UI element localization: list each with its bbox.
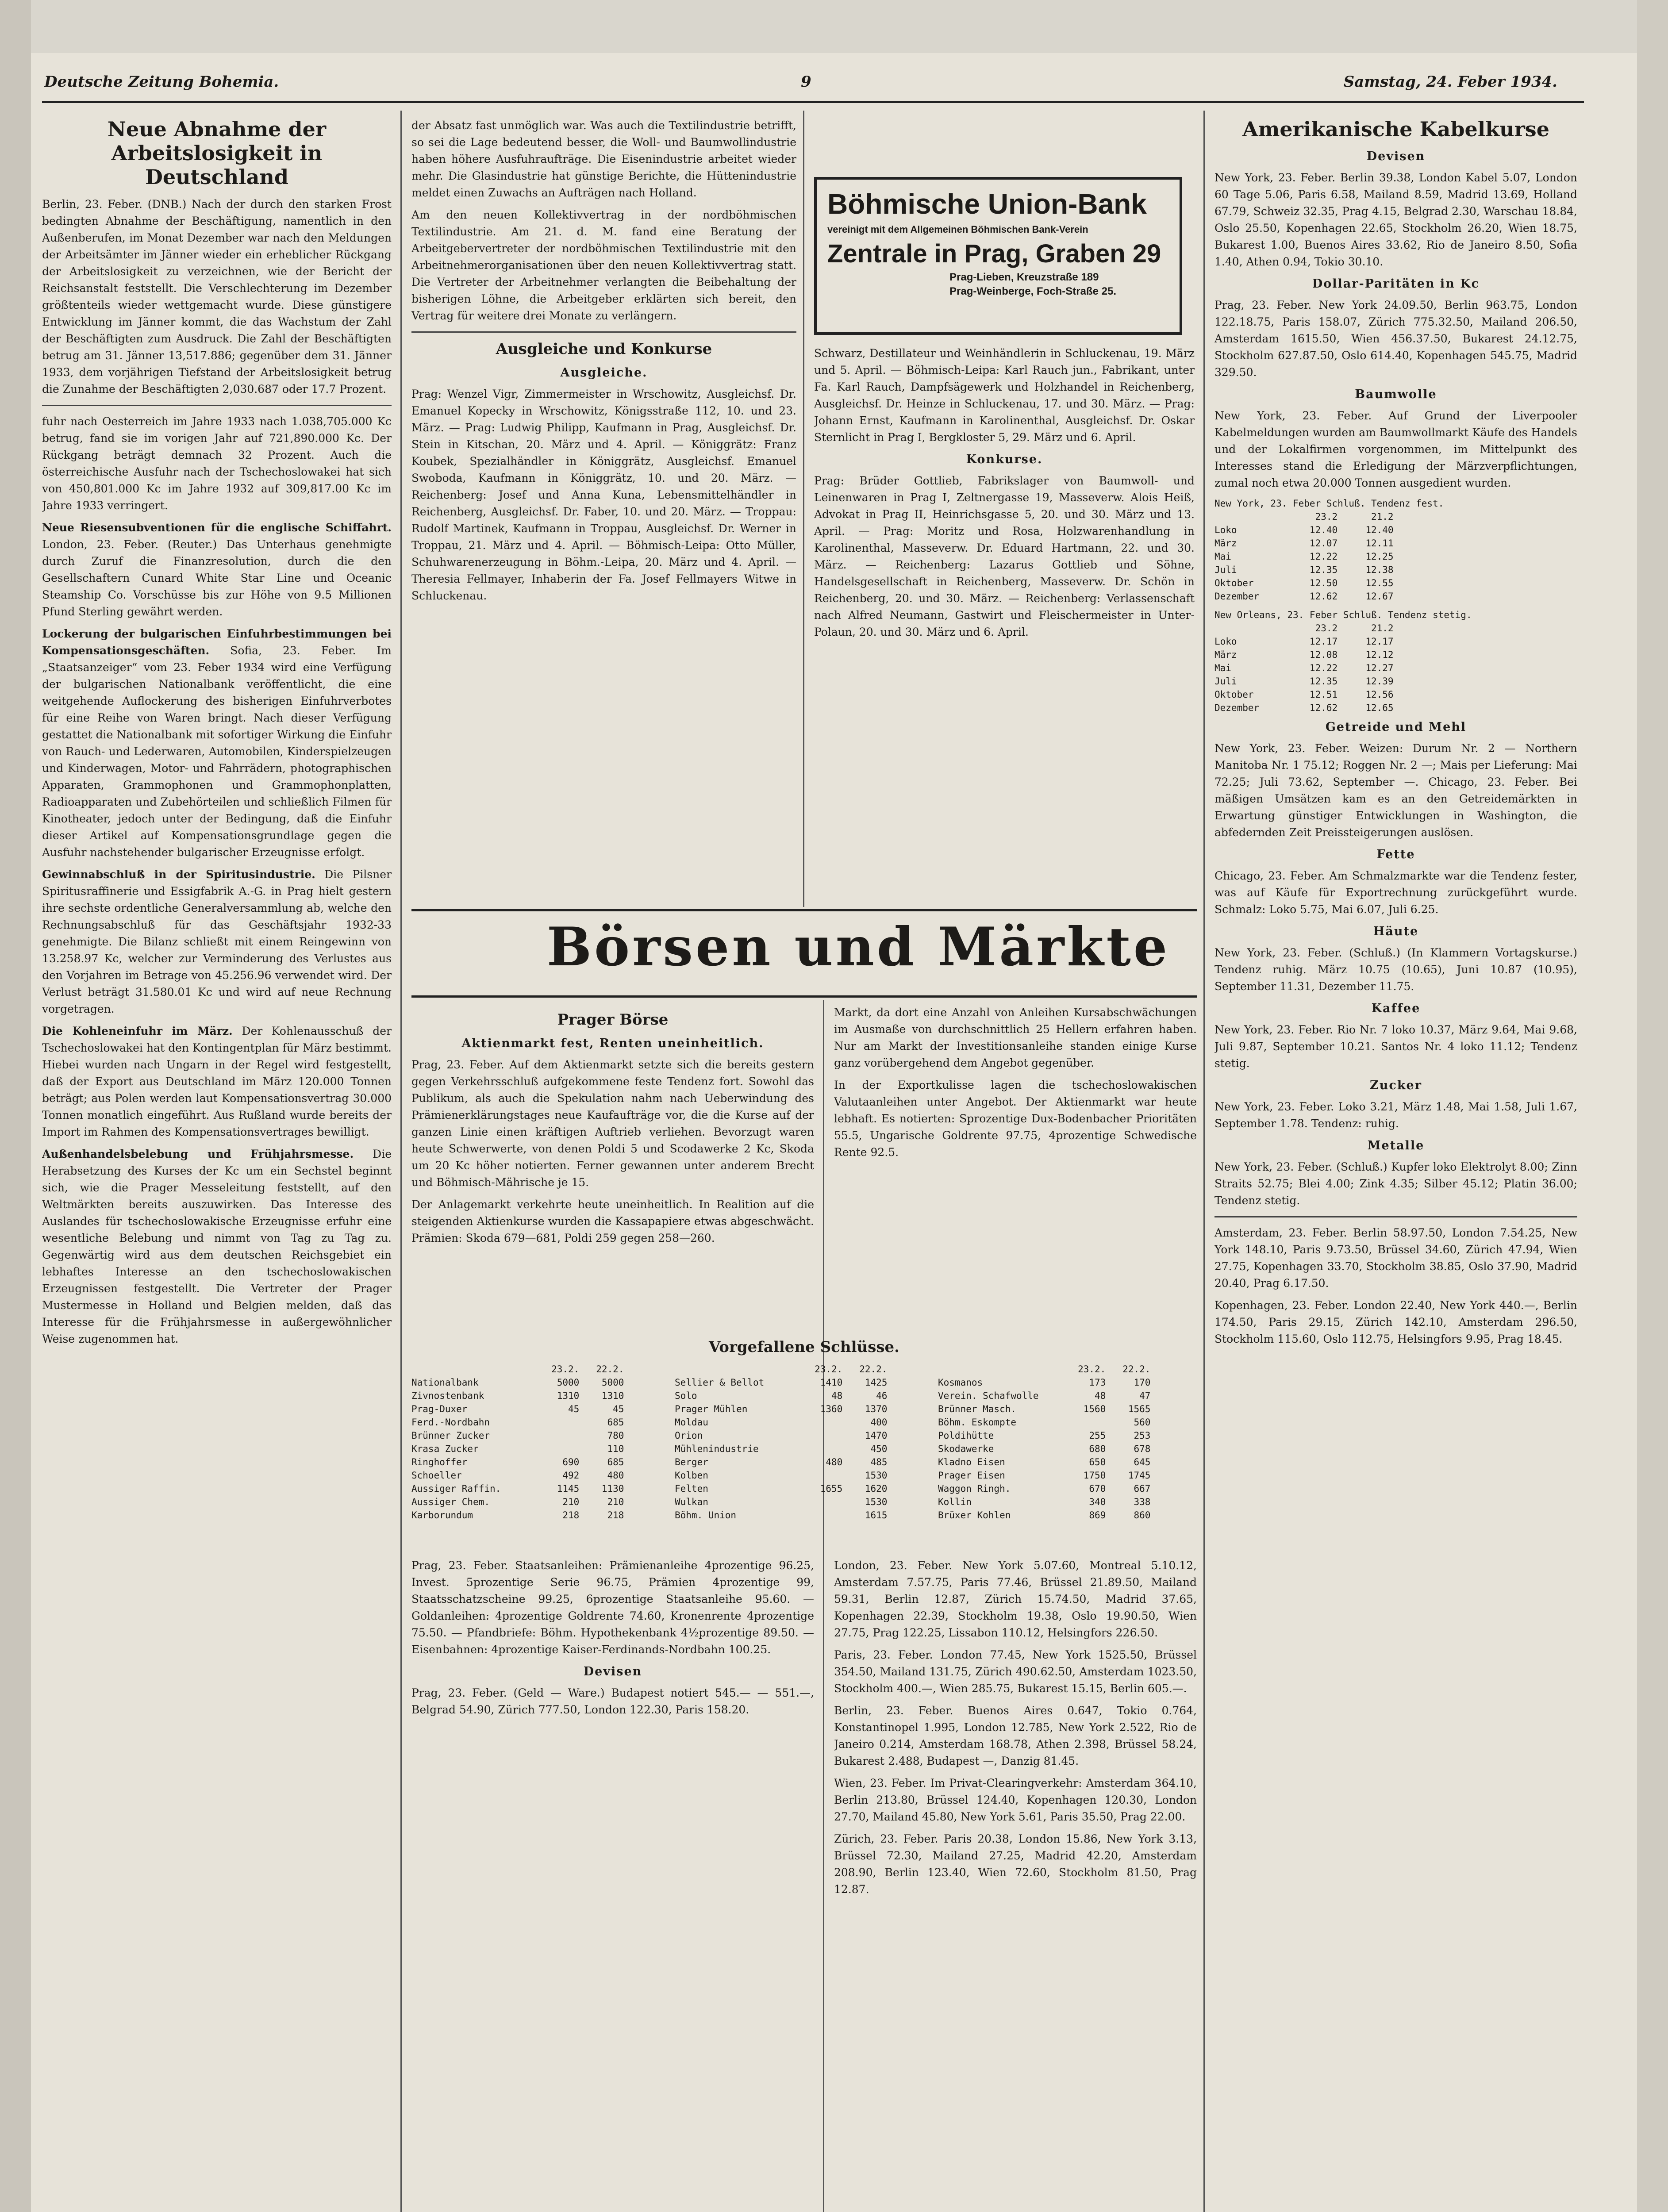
table-row: Oktober 12.51 12.56 — [1214, 689, 1394, 700]
running-head-left: Deutsche Zeitung Bohemia. — [44, 73, 279, 91]
section-subheading: Häute — [1373, 925, 1419, 938]
column-3-lower — [834, 1557, 1197, 2212]
table-header-row: 23.2 21.2 — [1214, 623, 1394, 634]
table-row: Prag-Duxer 45 45 — [411, 1404, 624, 1414]
table-row: Brünner Masch. 1560 1565 — [938, 1404, 1151, 1414]
table-row: Prager Mühlen 1360 1370 — [675, 1404, 888, 1414]
table-row: Kolben 1530 — [675, 1470, 888, 1481]
table-row: Mai 12.22 12.25 — [1214, 551, 1394, 562]
article-paragraph: New York, 23. Feber. Loko 3.21, März 1.48, Mai 1.58, Juli 1.67, September 1.78. Tendenz: ruhig. — [1214, 1100, 1577, 1130]
section-heading-ausgleiche: Ausgleiche und Konkurse — [496, 340, 712, 358]
table-row: Ringhoffer 690 685 — [411, 1457, 624, 1467]
table-row: Brüxer Kohlen 869 860 — [938, 1510, 1151, 1521]
table-row: Dezember 12.62 12.67 — [1214, 591, 1394, 602]
ad-branch: Prag-Weinberge, Foch-Straße 25. — [949, 285, 1116, 297]
article-paragraph: Prag: Wenzel Vigr, Zimmermeister in Wrschowitz, Ausgleichsf. Dr. Emanuel Kopecky in Wrschowitz, Königsstraße 112, 10. und 23. März. — Prag: Ludwig Philipp, Kaufmann in Prag, Ausgleichsf. Dr. Stein in Kitschan, 20. März und 4. April. — Königgrätz: Franz Koubek, Spezialhändler in Königgrätz, Ausgleichsf. Emanuel Swoboda, Kaufmann in Königgrätz, 10. und 20. März. — Reichenberg: Josef und Anna Kuna, Lebensmittelhändler in Reichenberg, Ausgleichsf. Dr. Faber, 10. und 20. März. — Troppau: Rudolf Martinek, Kaufmann in Troppau, Ausgleichsf. Dr. Werner in Troppau, 21. März und 4. April. — Böhmisch-Leipa: Otto Müller, Schuhwarenerzeugung in Böhm.-Leipa, 20. März und 4. April. — Theresia Fellmayer, Inhaberin der Fa. Josef Fellmayers Witwe in Schluckenau. — [411, 388, 796, 602]
table-row: Aussiger Chem. 210 210 — [411, 1497, 624, 1507]
divider — [1214, 1216, 1577, 1217]
article-paragraph: Chicago, 23. Feber. Am Schmalzmarkte war die Tendenz fester, was auf Käufe für Exportrechnung zurückgeführt wurde. Schmalz: Loko 5.75, Mai 6.07, Juli 6.25. — [1214, 869, 1577, 916]
section-subheading: Kaffee — [1371, 1002, 1421, 1015]
table-row: Juli 12.35 12.38 — [1214, 565, 1394, 575]
futures-table-newyork — [1214, 497, 1577, 603]
schluesse-table-3 — [938, 1363, 1199, 1522]
article-paragraph: Wien, 23. Feber. Im Privat-Clearingverkehr: Amsterdam 364.10, Berlin 213.80, Brüssel 124.40, Kopenhagen 120.30, London 27.70, Mailand 45.80, New York 5.61, Paris 35.50, Prag 22.00. — [834, 1777, 1197, 1823]
table-row: Loko 12.40 12.40 — [1214, 525, 1394, 535]
section-title-boersen: Börsen und Märkte — [546, 916, 1170, 978]
divider — [42, 405, 392, 406]
table-row: Orion 1470 — [675, 1430, 888, 1441]
table-row: März 12.08 12.12 — [1214, 649, 1394, 660]
column-rule — [803, 111, 804, 907]
column-1 — [42, 117, 392, 2212]
table-row: Prager Eisen 1750 1745 — [938, 1470, 1151, 1481]
article-paragraph: New York, 23. Feber. Berlin 39.38, London Kabel 5.07, London 60 Tage 5.06, Paris 6.58, Mailand 8.59, Madrid 13.69, Holland 67.79, Schweiz 32.35, Prag 4.15, Belgrad 2.30, Warschau 18.84, Oslo 25.50, Kopenhagen 22.65, Stockholm 26.20, Wien 18.75, Bukarest 1.00, Buenos Aires 33.62, Rio de Janeiro 8.50, Sofia 1.40, Athen 0.94, Tokio 30.10. — [1214, 171, 1577, 268]
article-paragraph: Schwarz, Destillateur und Weinhändlerin in Schluckenau, 19. März und 5. April. — Böhmisch-Leipa: Karl Rauch jun., Fabrikant, unter Fa. Karl Rauch, Dampfsägewerk und Holzhandel in Reichenberg, Ausgleichsf. Dr. Heinze in Schluckenau, 17. und 30. März. — Prag: Johann Ernst, Kaufmann in Karolinenthal, Ausgleichsf. Dr. Oskar Sternlicht in Prag I, Bergkloster 5, 29. März und 6. April. — [814, 347, 1195, 444]
ad-subline: vereinigt mit dem Allgemeinen Böhmischen Bank-Verein — [827, 224, 1088, 235]
article-paragraph: fuhr nach Oesterreich im Jahre 1933 nach 1.038,705.000 Kc betrug, fand sie im vorigen Jahr auf 721,890.000 Kc. Der Rückgang beträgt demnach 32 Prozent. Auch die österreichische Ausfuhr nach der Tschechoslowakei hat sich von 450,801.000 Kc im Jahre 1932 auf 309,817.00 Kc im Jahre 1933 verringert. — [42, 415, 392, 512]
section-subheading: Fette — [1376, 848, 1415, 861]
table-row: Juli 12.35 12.39 — [1214, 676, 1394, 687]
table-row: Krasa Zucker 110 — [411, 1444, 624, 1454]
article-paragraph: London, 23. Feber. (Reuter.) Das Unterhaus genehmigte durch Zuruf die Finanzresolution, durch die den Gesellschaftern Cunard White Star Line und Oceanic Steamship Co. Vorschüsse bis zur Höhe von 9.5 Millionen Pfund Sterling gewährt werden. — [42, 538, 392, 618]
article-paragraph: Zürich, 23. Feber. Paris 20.38, London 15.86, New York 3.13, Brüssel 72.30, Mailand 27.25, Madrid 42.20, Amsterdam 208.90, Berlin 123.40, Wien 72.60, Stockholm 81.50, Prag 12.87. — [834, 1832, 1197, 1896]
table-title: New York, 23. Feber Schluß. Tendenz fest. — [1214, 498, 1444, 509]
section-subheading: Zucker — [1370, 1079, 1422, 1092]
table-row: Felten 1655 1620 — [675, 1483, 888, 1494]
bank-advertisement — [814, 177, 1182, 335]
table-heading-schluesse: Vorgefallene Schlüsse. — [709, 1338, 899, 1356]
table-row: Oktober 12.50 12.55 — [1214, 578, 1394, 588]
table-row: Skodawerke 680 678 — [938, 1444, 1151, 1454]
section-rule — [411, 995, 1197, 998]
article-paragraph: Kopenhagen, 23. Feber. London 22.40, New York 440.—, Berlin 174.50, Paris 29.15, Zürich 142.10, Amsterdam 296.50, Stockholm 115.60, Oslo 112.75, Helsingfors 9.95, Prag 18.45. — [1214, 1299, 1577, 1345]
article-paragraph: Prag, 23. Feber. (Geld — Ware.) Budapest notiert 545.— — 551.—, Belgrad 54.90, Zürich 777.50, London 122.30, Paris 158.20. — [411, 1686, 814, 1716]
column-rule — [823, 1000, 824, 2212]
futures-table-neworleans — [1214, 608, 1577, 714]
article-subheading: Außenhandelsbelebung und Frühjahrsmesse. — [42, 1148, 354, 1160]
ad-bank-name: Böhmische Union-Bank — [827, 188, 1147, 220]
section-subheading: Aktienmarkt fest, Renten uneinheitlich. — [461, 1037, 764, 1050]
article-paragraph: New York, 23. Feber. (Schluß.) Kupfer loko Elektrolyt 8.00; Zinn Straits 52.75; Blei 4.00; Zink 4.35; Silber 45.12; Platin 36.00; Tendenz stetig. — [1214, 1160, 1577, 1207]
article-subheading: Die Kohleneinfuhr im März. — [42, 1025, 233, 1037]
column-rule — [1203, 111, 1205, 2212]
header-rule — [42, 101, 1584, 103]
section-heading-prager-boerse: Prager Börse — [557, 1011, 669, 1029]
table-row: Verein. Schafwolle 48 47 — [938, 1390, 1151, 1401]
column-3-top — [814, 345, 1195, 902]
table-row: Böhm. Eskompte 560 — [938, 1417, 1151, 1428]
table-row: Moldau 400 — [675, 1417, 888, 1428]
ad-headquarters: Zentrale in Prag, Graben 29 — [827, 239, 1161, 268]
article-paragraph: Prag, 23. Feber. Auf dem Aktienmarkt setzte sich die bereits gestern gegen Verkehrsschluß aufgekommene feste Tendenz fort. Sowohl das Publikum, als auch die Spekulation nahm nach Ueberwindung des Prämienerklärungstages neue Kaufaufträge vor, die die Kurse auf der ganzen Linie einen kräftigen Auftrieb verliehen. Bevorzugt waren heute Schwerwerte, von denen Poldi 5 und Scodawerke 2 Kc, Skoda um 20 Kc höher notierten. Ferner gewannen unter anderem Brecht und Böhmisch-Mährische je 15. — [411, 1058, 814, 1189]
article-paragraph: Prag, 23. Feber. New York 24.09.50, Berlin 963.75, London 122.18.75, Paris 158.07, Zürich 775.32.50, Mailand 206.50, Amsterdam 1615.50, Wien 456.37.50, Bukarest 24.12.75, Stockholm 627.87.50, Oslo 614.40, Kopenhagen 545.75, Madrid 329.50. — [1214, 299, 1577, 379]
table-row: Böhm. Union 1615 — [675, 1510, 888, 1521]
article-paragraph: Die Herabsetzung des Kurses der Kc um ein Sechstel beginnt sich, wie die Prager Messeleitung feststellt, auf den Weltmärkten bereits auszuwirken. Das Interesse des Auslandes für tschechoslowakische Erzeugnisse erfuhr eine wesentliche Belebung und nimmt von Tag zu Tag zu. Gegenwärtig wird aus dem deutschen Reichsgebiet ein lebhaftes Interesse an den tschechoslowakischen Erzeugnissen festgestellt. Die Vertreter der Prager Mustermesse in Holland und Belgien melden, daß das Interesse für die Frühjahrsmesse in außergewöhnlicher Weise zugenommen hat. — [42, 1148, 392, 1345]
section-rule — [411, 909, 1197, 911]
section-subheading: Devisen — [1366, 150, 1426, 163]
article-paragraph: New York, 23. Feber. Auf Grund der Liverpooler Kabelmeldungen wurden am Baumwollmarkt Käufe des Handels und der Lokalfirmen vorgenommen, im Mittelpunkt des Interesses stand die Erledigung der Märzverpflichtungen, zumal noch etwa 20.000 Tonnen ausgedient wurden. — [1214, 409, 1577, 489]
column-3-bottom — [834, 1004, 1197, 1323]
table-row: Nationalbank 5000 5000 — [411, 1377, 624, 1388]
table-row: Kosmanos 173 170 — [938, 1377, 1151, 1388]
table-row: Brünner Zucker 780 — [411, 1430, 624, 1441]
table-row: Ferd.-Nordbahn 685 — [411, 1417, 624, 1428]
table-row: März 12.07 12.11 — [1214, 538, 1394, 549]
article-subheading: Neue Riesensubventionen für die englische Schiffahrt. — [42, 521, 392, 534]
table-row: Aussiger Raffin. 1145 1130 — [411, 1483, 624, 1494]
article-paragraph: New York, 23. Feber. (Schluß.) (In Klammern Vortagskurse.) Tendenz ruhig. März 10.75 (10.65), Juni 10.87 (10.95), September 11.31, Dezember 11.75. — [1214, 946, 1577, 993]
column-2-top — [411, 117, 796, 900]
table-row: Kollin 340 338 — [938, 1497, 1151, 1507]
table-row: Loko 12.17 12.17 — [1214, 636, 1394, 647]
article-paragraph: New York, 23. Feber. Rio Nr. 7 loko 10.37, März 9.64, Mai 9.68, Juli 9.87, September 10.21. Santos Nr. 4 loko 11.12; Tendenz stetig. — [1214, 1023, 1577, 1070]
article-paragraph: Prag, 23. Feber. Staatsanleihen: Prämienanleihe 4prozentige 96.25, Invest. 5prozentige Serie 96.75, Prämien 4prozentige 99, Staatsschatzscheine 99.25, 6prozentige Staatsanleihe 95.60. — Goldanleihen: 4prozentige Goldrente 74.60, Kronenrente 4prozentige 75.50. — Pfandbriefe: Böhm. Hypothekenbank 4½prozentige 89.50. — Eisenbahnen: 4prozentige Kaiser-Ferdinands-Nordbahn 100.25. — [411, 1559, 814, 1656]
article-paragraph: London, 23. Feber. New York 5.07.60, Montreal 5.10.12, Amsterdam 7.57.75, Paris 77.46, Brüssel 21.89.50, Mailand 59.31, Berlin 12.87, Zürich 15.74.50, Madrid 37.65, Kopenhagen 22.39, Stockholm 19.38, Oslo 19.90.50, Wien 27.75, Prag 122.25, Lissabon 110.12, Helsingfors 226.50. — [834, 1559, 1197, 1639]
article-paragraph: Berlin, 23. Feber. Buenos Aires 0.647, Tokio 0.764, Konstantinopel 1.995, London 12.785, New York 2.522, Rio de Janeiro 0.214, Amsterdam 168.78, Athen 2.398, Brüssel 58.24, Bukarest 2.488, Budapest —, Danzig 81.45. — [834, 1704, 1197, 1767]
article-paragraph: der Absatz fast unmöglich war. Was auch die Textilindustrie betrifft, so sei die Lage bedeutend besser, die Woll- und Baumwollindustrie haben höhere Ausfuhraufträge. Die Eisenindustrie arbeitet wieder mehr. Die Glasindustrie hat günstige Berichte, die Hüttenindustrie meldet einen Zuwachs an Aufträgen nach Holland. — [411, 119, 796, 199]
section-subheading: Ausgleiche. — [560, 366, 648, 380]
section-subheading: Devisen — [583, 1665, 642, 1678]
table-row: Mai 12.22 12.27 — [1214, 663, 1394, 673]
article-paragraph: New York, 23. Feber. Weizen: Durum Nr. 2 — Northern Manitoba Nr. 1 75.12; Roggen Nr. 2 —; Mais per Lieferung: Mai 72.25; Juli 73.62, September —. Chicago, 23. Feber. Bei mäßigen Umsätzen kam es an den Getreidemärkten in Erwartung günstiger Entwicklungen in Washington, die abfedernden Zeit Preissteigerungen auslösen. — [1214, 742, 1577, 839]
article-paragraph: Prag: Brüder Gottlieb, Fabrikslager von Baumwoll- und Leinenwaren in Prag I, Zeltnergasse 19, Masseverw. Alois Heiß, Advokat in Prag II, Heinrichsgasse 5, 20. und 30. März und 13. April. — Prag: Moritz und Rosa, Holzwarenhandlung in Karolinenthal, Masseverw. Dr. Eduard Hartmann, 22. und 30. März. — Reichenberg: Lazarus Gottlieb und Söhne, Handelsgesellschaft in Reichenberg, Masseverw. Dr. Schön in Reichenberg, 20. und 30. März. — Reichenberg: Verlassenschaft nach Alfred Neumann, Gastwirt und Fleischermeister in Unter-Polaun, 20. und 30. März und 6. April. — [814, 474, 1195, 638]
article-paragraph: Die Pilsner Spiritusraffinerie und Essigfabrik A.-G. in Prag hielt gestern ihre sechste ordentliche Generalversammlung ab, welche den Rechnungsabschluß für das Geschäftsjahr 1932-33 genehmigte. Die Bilanz schließt mit einem Reingewinn von 13.258.97 Kc, welcher zur Verminderung des Verlustes aus den Vorjahren im Betrage von 45.256.96 verwendet wird. Der Verlust beträgt 31.580.01 Kc und wird auf neue Rechnung vorgetragen. — [42, 868, 392, 1015]
scan-edge-right — [1637, 0, 1668, 2212]
section-subheading: Konkurse. — [966, 453, 1043, 466]
page-number: 9 — [801, 73, 811, 91]
running-head-date: Samstag, 24. Feber 1934. — [1343, 73, 1557, 91]
table-row: Berger 480 485 — [675, 1457, 888, 1467]
divider — [411, 331, 796, 333]
section-subheading: Baumwolle — [1355, 388, 1437, 401]
table-row: Poldihütte 255 253 — [938, 1430, 1151, 1441]
article-headline: Amerikanische Kabelkurse — [1242, 117, 1549, 141]
table-title: New Orleans, 23. Feber Schluß. Tendenz stetig. — [1214, 610, 1472, 620]
article-paragraph: Der Anlagemarkt verkehrte heute uneinheitlich. In Realition auf die steigenden Aktienkurse wurden die Kassapapiere etwas abgeschwächt. Prämien: Skoda 679—681, Poldi 259 gegen 258—260. — [411, 1198, 814, 1244]
ad-branch: Prag-Lieben, Kreuzstraße 189 — [949, 271, 1099, 283]
schluesse-table-1 — [411, 1363, 673, 1522]
table-header-row: 23.2 21.2 — [1214, 511, 1394, 522]
table-body — [1214, 622, 1577, 714]
table-row: Wulkan 1530 — [675, 1497, 888, 1507]
article-subheading: Lockerung der bulgarischen Einfuhrbestimmungen bei Kompensationsgeschäften. — [42, 627, 392, 657]
section-subheading: Dollar-Paritäten in Kc — [1312, 277, 1480, 291]
article-paragraph: Sofia, 23. Feber. Im „Staatsanzeiger“ vom 23. Feber 1934 wird eine Verfügung der bulgarischen Nationalbank veröffentlicht, die eine weitgehende Auflockerung des bisherigen Einfuhrverbotes für eine Reihe von Waren bringt. Nach dieser Verfügung gestattet die Nationalbank mit sofortiger Wirkung die Einfuhr von Rauch- und Lederwaren, Automobilen, Kinderspielzeugen und Kinderwagen, Motor- und Fahrrädern, photographischen Apparaten, Grammophonen und Grammophonplatten, Radioapparaten und Zubehörteilen und schließlich Filmen für Kinotheater, jedoch unter der Bedingung, daß die Einfuhr dieser Artikel auf Kompensationsgrundlage gegen die Ausfuhr nachstehender bulgarischer Erzeugnisse erfolgt. — [42, 644, 392, 859]
table-body — [1214, 510, 1577, 603]
schluesse-table-2 — [675, 1363, 936, 1522]
article-paragraph: In der Exportkulisse lagen die tschechoslowakischen Valutaanleihen unter Angebot. Der Aktienmarkt war heute lebhaft. Es notierten: Sprozentige Dux-Bodenbacher Prioritäten 55.5, Ungarische Goldrente 97.75, 4prozentige Schwedische Rente 92.5. — [834, 1079, 1197, 1159]
table-row: Kladno Eisen 650 645 — [938, 1457, 1151, 1467]
table-row: Solo 48 46 — [675, 1390, 888, 1401]
table-row: Dezember 12.62 12.65 — [1214, 703, 1394, 713]
article-paragraph: Der Kohlenausschuß der Tschechoslowakei hat den Kontingentplan für März bestimmt. Hiebei wurden nach Ungarn in der Regel wird festgestellt, daß der Export aus Deutschland im März 120.000 Tonnen beträgt; aus Polen werden laut Kompensationsvertrag 30.000 Tonnen monatlich eingeführt. Aus Rußland wurde bereits der Import im Rahmen des Kompensationsvertrages bewilligt. — [42, 1025, 392, 1138]
table-row: Mühlenindustrie 450 — [675, 1444, 888, 1454]
section-subheading: Getreide und Mehl — [1325, 720, 1467, 734]
table-row: Schoeller 492 480 — [411, 1470, 624, 1481]
section-subheading: Metalle — [1367, 1139, 1425, 1152]
column-rule — [400, 111, 402, 2212]
article-paragraph: Berlin, 23. Feber. (DNB.) Nach der durch den starken Frost bedingten Abnahme der Beschäftigung, namentlich in den Außenberufen, im Monat Dezember war nach den Meldungen der Arbeitsämter im Jänner wieder ein erheblicher Rückgang der Arbeitslosigkeit zu verzeichnen, wie der Bericht der Reichsanstalt feststellt. Die Verschlechterung im Dezember größtenteils wieder wettgemacht wurde. Diese günstigere Entwicklung im Jänner kommt, die das Wachstum der Zahl der Beschäftigten zum Ausdruck. Die Zahl der Beschäftigten betrug am 31. Jänner 13,517.886; gegenüber dem 31. Jänner 1933, dem vorjährigen Tiefstand der Arbeitslosigkeit betrug die Zunahme der Beschäftigten 2,030.687 oder 17.7 Prozent. — [42, 198, 392, 396]
table-row: Karborundum 218 218 — [411, 1510, 624, 1521]
scan-edge-left — [0, 0, 31, 2212]
article-paragraph: Paris, 23. Feber. London 77.45, New York 1525.50, Brüssel 354.50, Mailand 131.75, Zürich 490.62.50, Amsterdam 1023.50, Stockholm 400.—, Wien 285.75, Bukarest 15.15, Berlin 605.—. — [834, 1648, 1197, 1695]
table-row: Waggon Ringh. 670 667 — [938, 1483, 1151, 1494]
column-2-bottom — [411, 1004, 814, 1323]
column-4 — [1214, 117, 1577, 2212]
table-row: Zivnostenbank 1310 1310 — [411, 1390, 624, 1401]
article-paragraph: Amsterdam, 23. Feber. Berlin 58.97.50, London 7.54.25, New York 148.10, Paris 9.73.50, Brüssel 34.60, Zürich 47.94, Wien 27.75, Kopenhagen 33.70, Stockholm 38.85, Oslo 37.90, Madrid 20.40, Prag 6.17.50. — [1214, 1226, 1577, 1290]
article-subheading: Gewinnabschluß in der Spiritusindustrie. — [42, 868, 315, 881]
table-header-row: 23.2. 22.2. — [938, 1364, 1151, 1375]
table-header-row: 23.2. 22.2. — [411, 1364, 624, 1375]
article-paragraph: Am den neuen Kollektivvertrag in der nordböhmischen Textilindustrie. Am 21. d. M. fand eine Beratung der Arbeitgebervertreter der nordböhmischen Textilindustrie mit den Arbeitnehmerorganisationen über den neuen Kollektivvertrag statt. Die Vertreter der Arbeitnehmer verlangten die Beibehaltung der bisherigen Löhne, die Arbeitgeber erklärten sich bereit, den Vertrag für weitere drei Monate zu verlängern. — [411, 208, 796, 322]
table-row: Sellier & Bellot 1410 1425 — [675, 1377, 888, 1388]
article-paragraph: Markt, da dort eine Anzahl von Anleihen Kursabschwächungen im Ausmaße von durchschnittlich 25 Hellern erfahren haben. Nur am Markt der Investitionsanleihe standen einige Kurse ganz vorübergehend dem Angebot gegenüber. — [834, 1006, 1197, 1069]
table-header-row: 23.2. 22.2. — [675, 1364, 888, 1375]
column-2-lower — [411, 1557, 814, 2212]
article-headline: Neue Abnahme der Arbeitslosigkeit in Deutschland — [107, 117, 327, 189]
